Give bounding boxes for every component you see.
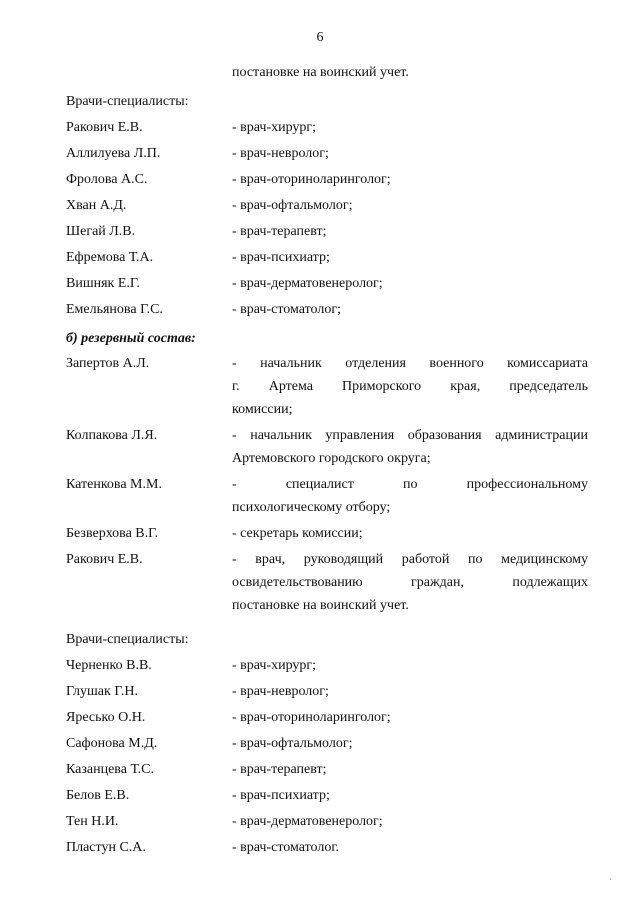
member-name: Ракович Е.В. bbox=[66, 552, 143, 567]
member-name: Ракович Е.В. bbox=[66, 120, 143, 135]
section-heading-specialists: Врачи-специалисты: bbox=[66, 94, 189, 109]
member-name: Черненко В.В. bbox=[66, 658, 152, 673]
list-item bbox=[66, 297, 588, 323]
list-item bbox=[66, 757, 588, 783]
member-role: - врач-терапевт; bbox=[232, 224, 327, 239]
role-line: - секретарь комиссии; bbox=[232, 526, 363, 541]
member-role: - врач-хирург; bbox=[232, 658, 317, 673]
list-item bbox=[66, 193, 588, 219]
role-line: освидетельствованию граждан, подлежащих bbox=[232, 575, 588, 590]
member-name: Пластун С.А. bbox=[66, 840, 146, 855]
member-role: - врач-невролог; bbox=[232, 146, 329, 161]
member-name: Колпакова Л.Я. bbox=[66, 428, 158, 443]
list-item bbox=[66, 653, 588, 679]
reserve-member bbox=[66, 424, 588, 470]
member-name: Яресько О.Н. bbox=[66, 710, 146, 725]
list-item bbox=[66, 219, 588, 245]
list-item bbox=[66, 245, 588, 271]
specialists-list bbox=[66, 115, 588, 323]
reserve-member bbox=[66, 352, 588, 421]
member-role: - врач-офтальмолог; bbox=[232, 736, 353, 751]
member-role bbox=[232, 424, 588, 470]
list-item bbox=[66, 835, 588, 861]
role-line: - начальник управления образования администрации bbox=[232, 428, 588, 443]
member-role: - врач-стоматолог; bbox=[232, 302, 341, 317]
scan-mark: ` bbox=[609, 877, 612, 887]
role-line: г. Артема Приморского края, председатель bbox=[232, 379, 588, 394]
member-role bbox=[232, 522, 588, 545]
member-role: - врач-хирург; bbox=[232, 120, 317, 135]
specialists-reserve-list bbox=[66, 653, 588, 861]
member-name: Вишняк Е.Г. bbox=[66, 276, 140, 291]
member-role: - врач-терапевт; bbox=[232, 762, 327, 777]
member-role: - врач-психиатр; bbox=[232, 788, 330, 803]
member-name: Катенкова М.М. bbox=[66, 477, 162, 492]
role-line: - врач, руководящий работой по медицинскому bbox=[232, 552, 588, 567]
role-line: - специалист по профессиональному bbox=[232, 477, 588, 492]
member-role: - врач-дерматовенеролог; bbox=[232, 814, 383, 829]
member-role: - врач-офтальмолог; bbox=[232, 198, 353, 213]
list-item bbox=[66, 115, 588, 141]
role-line: Артемовского городского округа; bbox=[232, 451, 431, 466]
member-role: - врач-психиатр; bbox=[232, 250, 330, 265]
member-role: - врач-оториноларинголог; bbox=[232, 710, 391, 725]
reserve-member bbox=[66, 548, 588, 617]
member-name: Казанцева Т.С. bbox=[66, 762, 154, 777]
member-role: - врач-стоматолог. bbox=[232, 840, 340, 855]
member-name: Безверхова В.Г. bbox=[66, 526, 159, 541]
document-body bbox=[66, 60, 588, 861]
member-role bbox=[232, 473, 588, 519]
reserve-member bbox=[66, 473, 588, 519]
member-name: Запертов А.Л. bbox=[66, 356, 150, 371]
list-item bbox=[66, 731, 588, 757]
member-role bbox=[232, 548, 588, 617]
continuation-line: постановке на воинский учет. bbox=[232, 65, 409, 80]
member-name: Тен Н.И. bbox=[66, 814, 119, 829]
list-item bbox=[66, 167, 588, 193]
role-line: комиссии; bbox=[232, 402, 293, 417]
list-item bbox=[66, 705, 588, 731]
member-role: - врач-невролог; bbox=[232, 684, 329, 699]
section-heading-specialists-reserve: Врачи-специалисты: bbox=[66, 632, 189, 647]
list-item bbox=[66, 141, 588, 167]
reserve-members bbox=[66, 352, 588, 617]
member-role: - врач-дерматовенеролог; bbox=[232, 276, 383, 291]
reserve-member bbox=[66, 522, 588, 545]
member-name: Ефремова Т.А. bbox=[66, 250, 154, 265]
member-role bbox=[232, 352, 588, 421]
member-name: Белов Е.В. bbox=[66, 788, 130, 803]
role-line: постановке на воинский учет. bbox=[232, 598, 409, 613]
member-name: Емельянова Г.С. bbox=[66, 302, 163, 317]
list-item bbox=[66, 783, 588, 809]
role-line: психологическому отбору; bbox=[232, 500, 391, 515]
list-item bbox=[66, 679, 588, 705]
page-number: 6 bbox=[316, 30, 324, 45]
list-item bbox=[66, 809, 588, 835]
member-role: - врач-оториноларинголог; bbox=[232, 172, 391, 187]
section-heading-reserve: б) резервный состав: bbox=[66, 331, 196, 346]
member-name: Фролова А.С. bbox=[66, 172, 148, 187]
list-item bbox=[66, 271, 588, 297]
member-name: Аллилуева Л.П. bbox=[66, 146, 161, 161]
role-line: - начальник отделения военного комиссариата bbox=[232, 356, 588, 371]
member-name: Глушак Г.Н. bbox=[66, 684, 138, 699]
member-name: Хван А.Д. bbox=[66, 198, 127, 213]
member-name: Шегай Л.В. bbox=[66, 224, 136, 239]
member-name: Сафонова М.Д. bbox=[66, 736, 158, 751]
